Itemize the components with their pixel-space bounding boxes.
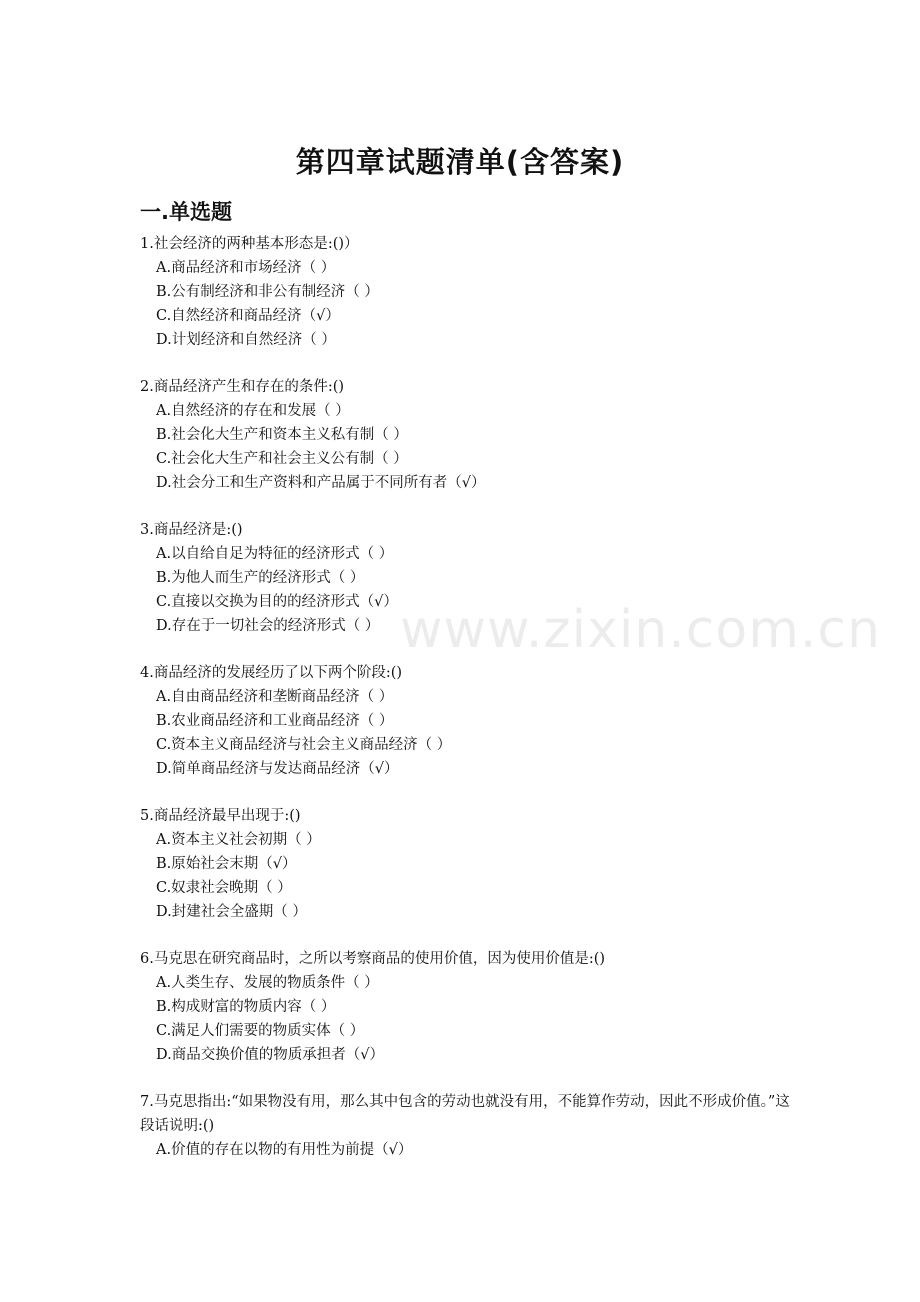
question-text: 1.社会经济的两种基本形态是:()） [140,236,359,252]
question-list [140,232,790,1185]
option-c: C.直接以交换为目的的经济形式（√） [156,594,398,610]
question-item [140,947,790,1067]
option-c: C.资本主义商品经济与社会主义商品经济（ ） [156,737,452,753]
question-text: 6.马克思在研究商品时，之所以考察商品的使用价值，因为使用价值是:() [140,951,606,967]
watermark: www.zixin.com.cn [400,600,881,660]
question-text: 5.商品经济最早出现于:() [140,808,301,824]
option-b: B.社会化大生产和资本主义私有制（ ） [156,427,408,443]
question-text: 7.马克思指出:“如果物没有用，那么其中包含的劳动也就没有用，不能算作劳动，因此不形成价值。”这段话说明:() [140,1094,790,1134]
option-d: D.社会分工和生产资料和产品属于不同所有者（√） [156,475,486,491]
option-d: D.封建社会全盛期（ ） [156,904,307,920]
question-item [140,375,790,495]
option-a: A.人类生存、发展的物质条件（ ） [156,975,379,991]
question-text: 3.商品经济是:() [140,522,243,538]
question-item [140,232,790,352]
question-item [140,1090,790,1162]
option-a: A.商品经济和市场经济（ ） [156,260,336,276]
option-b: B.公有制经济和非公有制经济（ ） [156,284,379,300]
question-item [140,804,790,924]
option-c: C.奴隶社会晚期（ ） [156,880,292,896]
option-b: B.农业商品经济和工业商品经济（ ） [156,713,394,729]
option-c: C.自然经济和商品经济（√） [156,308,340,324]
option-d: D.简单商品经济与发达商品经济（√） [156,761,399,777]
page-title: 第四章试题清单(含答案) [295,145,625,179]
option-a: A.资本主义社会初期（ ） [156,832,321,848]
question-text: 4.商品经济的发展经历了以下两个阶段:() [140,665,403,681]
option-d: D.存在于一切社会的经济形式（ ） [156,618,380,634]
option-a: A.以自给自足为特征的经济形式（ ） [156,546,394,562]
option-a: A.自由商品经济和垄断商品经济（ ） [156,689,394,705]
option-c: C.满足人们需要的物质实体（ ） [156,1023,365,1039]
section-heading: 一.单选题 [140,200,232,224]
option-d: D.计划经济和自然经济（ ） [156,332,336,348]
question-item [140,661,790,781]
option-b: B.构成财富的物质内容（ ） [156,999,336,1015]
question-item [140,518,790,638]
option-a: A.自然经济的存在和发展（ ） [156,403,350,419]
option-b: B.为他人而生产的经济形式（ ） [156,570,365,586]
option-d: D.商品交换价值的物质承担者（√） [156,1047,384,1063]
question-text: 2.商品经济产生和存在的条件:() [140,379,345,395]
option-b: B.原始社会末期（√） [156,856,297,872]
option-a: A.价值的存在以物的有用性为前提（√） [156,1142,413,1158]
option-c: C.社会化大生产和社会主义公有制（ ） [156,451,408,467]
